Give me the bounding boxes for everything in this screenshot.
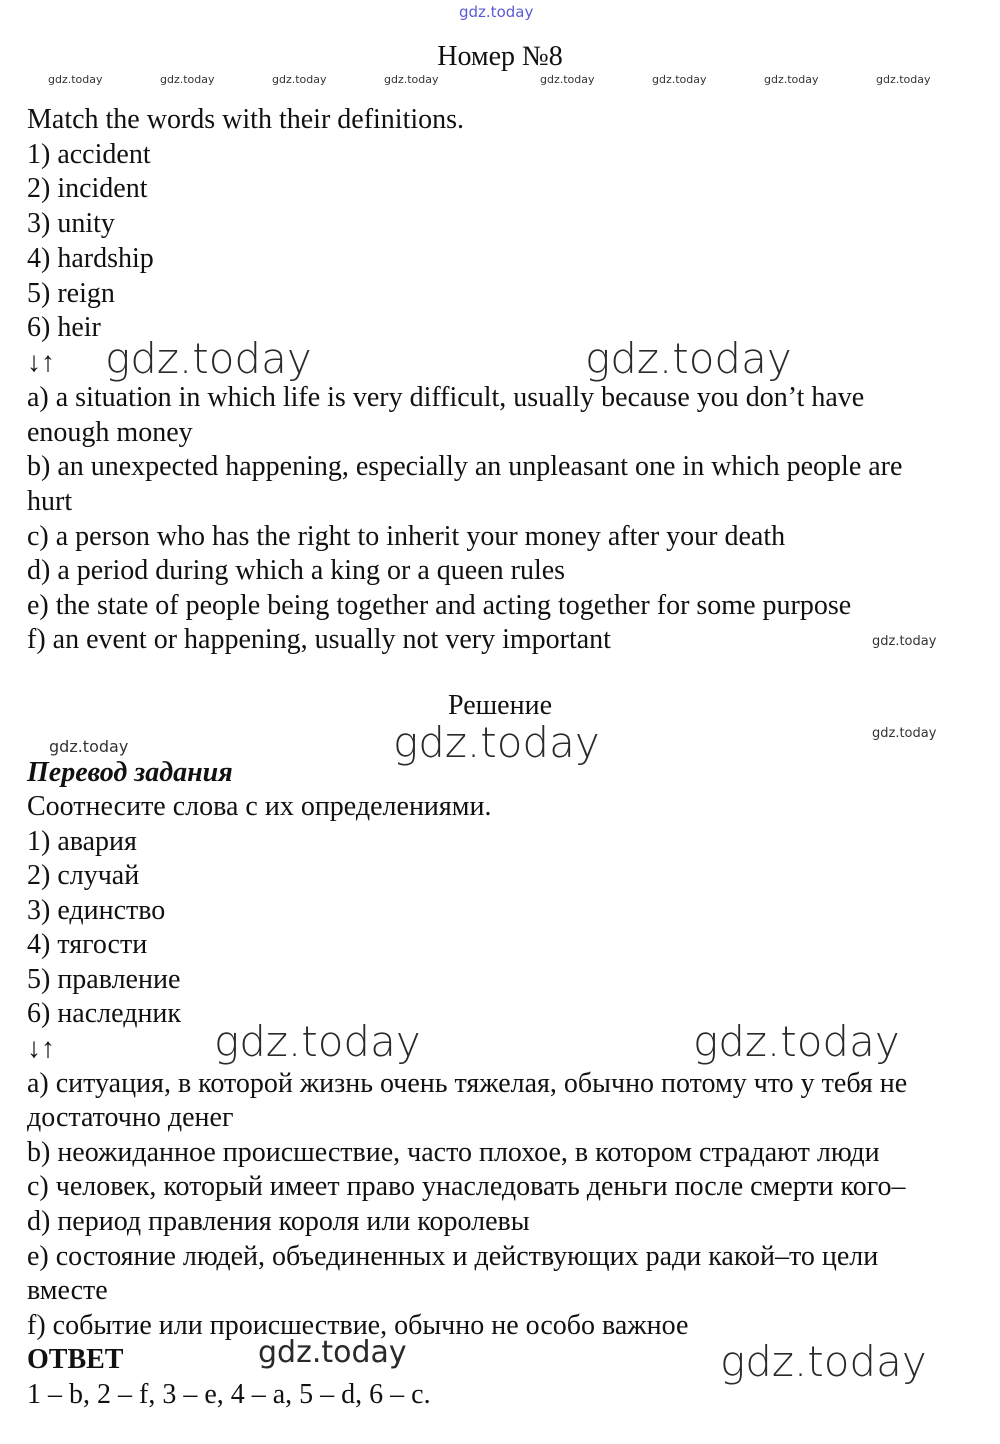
task-instruction: Match the words with their definitions. xyxy=(27,104,465,135)
definition-line: b) an unexpected happening, especially an unpleasant one in which people are xyxy=(27,451,903,482)
definition-line: c) a person who has the right to inherit your money after your death xyxy=(27,521,786,552)
page-title: Номер №8 xyxy=(437,41,563,72)
word-item: 6) наследник xyxy=(27,998,182,1029)
watermark: gdz.today xyxy=(872,634,937,649)
word-item: 5) reign xyxy=(27,278,115,309)
watermark: gdz.today xyxy=(160,73,215,86)
answer-text: 1 – b, 2 – f, 3 – e, 4 – a, 5 – d, 6 – c. xyxy=(27,1379,431,1410)
word-item: 3) unity xyxy=(27,208,115,239)
solution-heading: Решение xyxy=(447,690,552,721)
word-item: 2) случай xyxy=(27,860,140,891)
word-item: 6) heir xyxy=(27,312,101,343)
definition-line: enough money xyxy=(27,417,193,448)
word-item: 1) авария xyxy=(27,826,137,857)
watermark: gdz.today xyxy=(693,1017,900,1066)
word-item: 5) правление xyxy=(27,964,181,995)
watermark: gdz.today xyxy=(652,73,707,86)
watermark: gdz.today xyxy=(764,73,819,86)
watermark: gdz.today xyxy=(876,73,931,86)
definition-line: a) a situation in which life is very difficult, usually because you don’t have xyxy=(27,382,865,413)
definition-line: a) ситуация, в которой жизнь очень тяжелая, обычно потому что у тебя не xyxy=(27,1068,908,1099)
word-item: 1) accident xyxy=(27,139,151,170)
watermark: gdz.today xyxy=(49,737,129,756)
arrows-icon: ↓↑ xyxy=(27,347,55,378)
word-item: 4) hardship xyxy=(27,243,154,274)
definition-line: вместе xyxy=(27,1275,108,1306)
watermark: gdz.today xyxy=(258,1335,407,1370)
answer-label: ОТВЕТ xyxy=(27,1344,124,1375)
definition-line: e) the state of people being together and acting together for some purpose xyxy=(27,590,852,621)
definition-line: f) событие или происшествие, обычно не особо важное xyxy=(27,1310,689,1341)
watermark: gdz.today xyxy=(48,73,103,86)
word-item: 4) тягости xyxy=(27,929,148,960)
definition-line: c) человек, который имеет право унаследовать деньги после смерти кого– xyxy=(27,1171,906,1202)
watermark: gdz.today xyxy=(585,334,792,383)
definition-line: hurt xyxy=(27,486,73,517)
watermark: gdz.today xyxy=(720,1337,927,1386)
definition-line: d) период правления короля или королевы xyxy=(27,1206,530,1237)
definition-line: достаточно денег xyxy=(27,1102,234,1133)
watermark: gdz.today xyxy=(214,1017,421,1066)
watermark: gdz.today xyxy=(540,73,595,86)
translation-heading: Перевод задания xyxy=(27,757,233,788)
watermark: gdz.today xyxy=(384,73,439,86)
translation-instruction: Соотнесите слова с их определениями. xyxy=(27,791,492,822)
watermark: gdz.today xyxy=(272,73,327,86)
definition-line: e) состояние людей, объединенных и действующих ради какой–то цели xyxy=(27,1241,879,1272)
definition-line: f) an event or happening, usually not very important xyxy=(27,624,611,655)
arrows-icon: ↓↑ xyxy=(27,1033,55,1064)
watermark: gdz.today xyxy=(872,726,937,741)
word-item: 2) incident xyxy=(27,173,148,204)
definition-line: b) неожиданное происшествие, часто плохое, в котором страдают люди xyxy=(27,1137,880,1168)
word-item: 3) единство xyxy=(27,895,166,926)
watermark: gdz.today xyxy=(105,334,312,383)
watermark: gdz.today xyxy=(393,718,600,767)
definition-line: d) a period during which a king or a queen rules xyxy=(27,555,566,586)
top-watermark: gdz.today xyxy=(459,3,534,21)
